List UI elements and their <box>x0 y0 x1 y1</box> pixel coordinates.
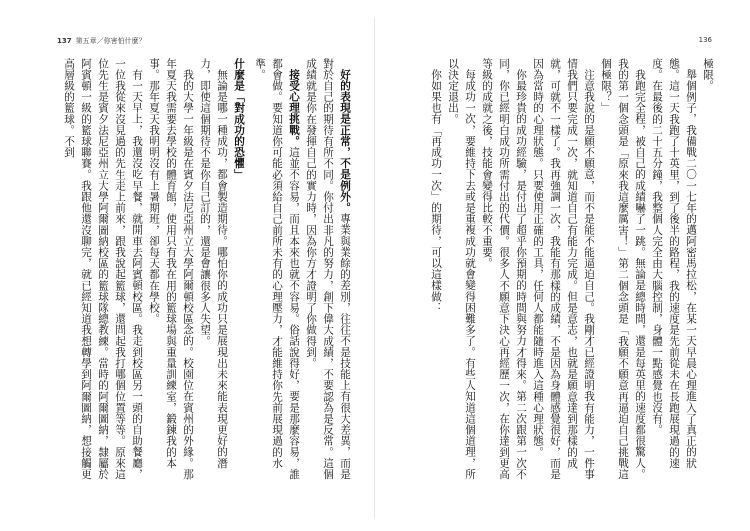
paragraph: 注意我說的是願不願意，而不是能不能逼迫自己。我剛才已經證明我有能力，一件事情我們只要完成一次，就知道自己有能力完成。但是意志，也就是願意達到那樣的成就，可就不一樣了。我再強調一次，我能有那樣的成績，不是因為身體感覺很好，而是因為當時的心理狀態。只要使用正確的工具，任何人都能隨時進入這種心理狀態。 <box>532 58 595 480</box>
section-heading: 什麼是「對成功的恐懼」 <box>233 58 245 181</box>
right-page <box>375 0 750 531</box>
paragraph <box>145 58 196 488</box>
paragraph: 你最珍貴的成功經驗，是付出了超乎你預期的時間與努力才得來。第二次跟第一次不同，你已經明白成功所需付出的代價。很多人不願意下決心再經歷一次，在你達到更高等級的成就之後，技能會變得比較不重要。 <box>481 58 527 480</box>
paragraph-lead: 好的表現是正常，不是例外。 <box>339 68 351 213</box>
paragraph: 每成功一次，要維持下去或是重複成功就會變得困難多了。有些人知道這個道理，所以決定退出。 <box>447 58 476 480</box>
paragraph: 舉個例子，我備戰二〇一七年的邁阿密馬拉松，在某一天早晨心理進入了真正的狀態。這一天我跑了十英里，到了後半的路程，我的速度是先前從未在長跑展現過的速度。在最後的二十五分鐘，我整個人完全由大腦控制，身體一點感覺也沒有。 <box>651 58 697 469</box>
paragraph <box>251 58 302 488</box>
paragraph-text: 專業與業餘的差別，往往不是技能上有很大差異，而是對於自己的期待有所不同。你付出非凡的努力，創下偉大成績，不要認為是反常。這個成績就是你在發揮自己的實力時，因為你方才證明了你做得到。 <box>305 58 351 480</box>
paragraph-lead: 接受心理挑戰。 <box>288 68 300 147</box>
paragraph-text: 我的大學一年級是在賓夕法尼亞州立大學阿爾頓校區念的。校園位在賓州的外緣。那年夏天我需要去學校的體育館，使用只有我在用的籃球場與重量訓練室，鍛鍊我的本事。那年夏天我明明沒有上暑期班，卻每天都在學校。 <box>148 58 194 480</box>
paragraph <box>302 58 353 488</box>
paragraph-text: 有一天早上，我還沒吃早餐，就開車去阿賓頓校區。我走到校區另一頭的自助餐廳，一位我從來沒見過的先生走上前來，跟我說起籃球，還問起我打哪個位置等等。原來這位先生是賓夕法尼亞州立大學阿爾圖納校區的籃球隊總教練。當時的阿爾圖納，隸屬於阿賓頓一級的籃球聯賽。我跟他還沒聊完，就已經知道我想轉學到阿爾圖納，想接觸更高層級的籃球。不到 <box>63 58 143 480</box>
left-page-header <box>57 36 146 46</box>
paragraph: 你如果也有「再成功一次」的期待，可以這樣做： <box>430 68 442 313</box>
paragraph-text: 這並不容易，而且本來也就不容易。俗話說得好，要是那麼容易，誰都會做。要知道你可能必須給自己前所未有的心理壓力，才能維持你先前展現過的水準。 <box>254 58 300 480</box>
paragraph-text: 無論是哪一種成功，都會製造期待。哪怕你的成功只是展現出未來能表現更好的潛力，即使這個期待不是你自己訂的，還是會讓很多人失望。 <box>199 58 228 469</box>
left-page-body <box>51 58 353 488</box>
chapter-title: 第五章／你害怕什麼？ <box>75 37 146 45</box>
paragraph: 我跑完全程，被自己的成績嚇了一跳。無論是總時間，還是每英里的速度都很驚人。我的第一個念頭是「原來我這麼厲害！」第二個念頭是「我願不願意再逼迫自己挑戰這個極限？」 <box>600 58 646 480</box>
right-page-body <box>424 58 716 488</box>
left-page-number: 137 <box>57 37 72 45</box>
paragraph: 極限。 <box>702 58 714 92</box>
right-page-number: 136 <box>698 36 712 44</box>
paragraph <box>60 58 145 488</box>
paragraph <box>196 58 230 488</box>
